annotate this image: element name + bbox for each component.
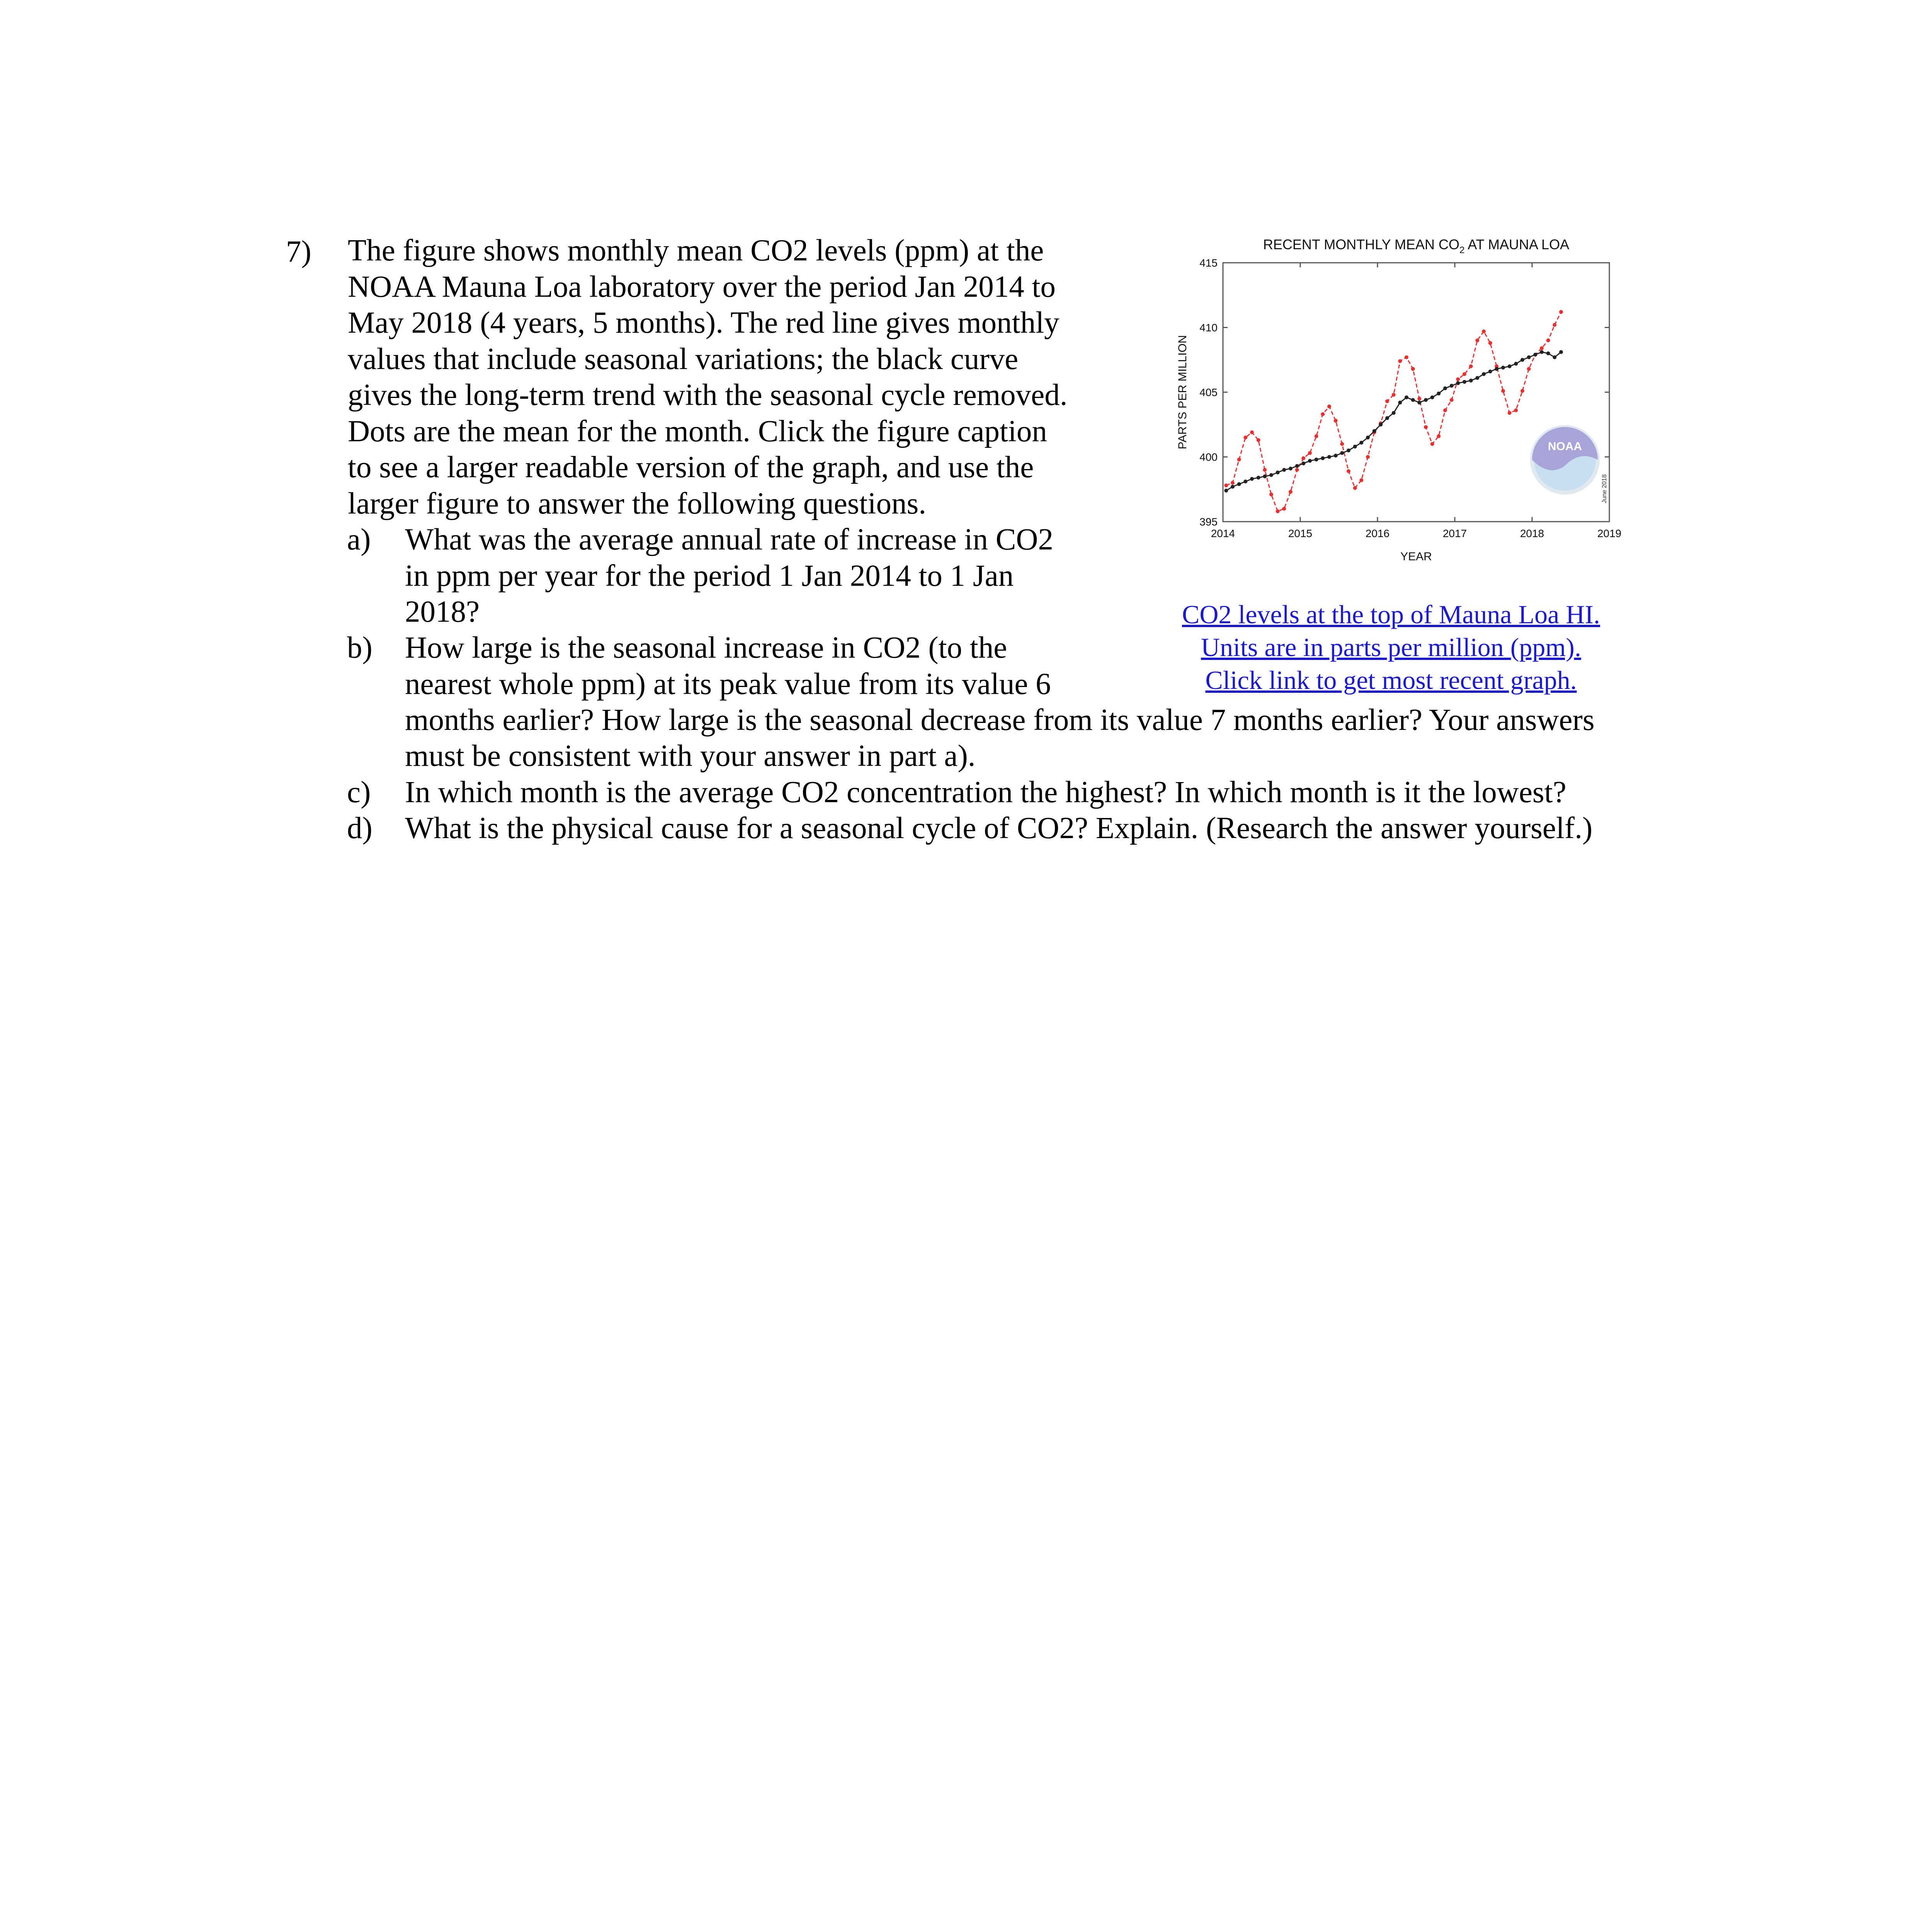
trend-point [1327,455,1331,459]
x-tick-label: 2017 [1442,527,1467,539]
y-tick-label: 410 [1199,321,1218,334]
monthly-point [1398,359,1402,363]
part-b-continuation-2: must be consistent with your answer in part a). [405,739,976,773]
trend-point [1366,435,1370,439]
part-a-line: What was the average annual rate of increase in CO2 [405,523,1053,556]
monthly-point [1405,355,1408,359]
monthly-point [1437,434,1440,438]
y-tick-label: 395 [1199,516,1218,528]
part-b-text [405,630,1051,702]
monthly-point [1250,430,1254,434]
monthly-point [1392,393,1396,397]
trend-point [1250,477,1254,481]
monthly-point [1353,486,1357,490]
trend-point [1372,429,1376,433]
trend-point [1411,398,1415,402]
trend-point [1559,350,1563,354]
monthly-point [1385,399,1389,403]
monthly-point [1520,389,1524,393]
trend-point [1520,358,1524,362]
trend-point [1501,366,1505,369]
monthly-point [1366,455,1370,459]
trend-point [1475,376,1479,380]
monthly-point [1269,493,1273,497]
trend-point [1315,457,1318,461]
trend-point [1321,456,1325,460]
part-b-line: nearest whole ppm) at its peak value from its value 6 [405,667,1051,701]
trend-point [1443,386,1447,390]
y-tick-label: 415 [1199,257,1218,269]
monthly-point [1340,442,1344,446]
trend-point [1276,471,1280,474]
x-tick-label: 2019 [1597,527,1622,539]
trend-point [1540,350,1544,354]
trend-point [1553,355,1556,359]
trend-point [1469,379,1473,383]
monthly-point [1488,341,1492,345]
monthly-point [1295,468,1299,472]
monthly-point [1243,435,1247,439]
monthly-point [1359,478,1363,482]
part-c-line: In which month is the average CO2 concentration the highest? In which month is it the lowest? [405,776,1566,809]
trend-point [1237,482,1241,486]
caption-line[interactable]: Click link to get most recent graph. [1205,665,1577,695]
trend-point [1392,411,1396,415]
intro-line: gives the long-term trend with the seasonal cycle removed. [348,378,1068,412]
trend-point [1231,485,1235,489]
trend-point [1456,381,1460,385]
trend-point [1488,369,1492,373]
trend-point [1527,355,1531,359]
noaa-logo-text: NOAA [1548,440,1582,453]
monthly-point [1347,469,1350,473]
y-tick-label: 400 [1199,451,1218,463]
monthly-point [1443,408,1447,412]
trend-point [1334,454,1338,457]
monthly-point [1501,389,1505,393]
monthly-point [1301,456,1305,460]
monthly-point [1411,367,1415,371]
monthly-point [1456,378,1460,381]
monthly-point [1430,442,1434,446]
intro-line: to see a larger readable version of the graph, and use the [348,451,1034,484]
noaa-logo-icon [1532,427,1598,493]
monthly-point [1463,372,1466,376]
trend-point [1437,391,1440,395]
trend-point [1546,352,1550,355]
co2-chart [1171,234,1634,582]
monthly-point [1321,412,1325,416]
trend-point [1405,395,1408,399]
trend-point [1308,459,1312,463]
date-stamp: June 2018 [1601,474,1608,503]
monthly-point [1282,507,1286,511]
monthly-point [1257,438,1260,442]
part-c-label: c) [347,776,371,809]
monthly-point [1417,397,1421,401]
monthly-point [1450,398,1454,402]
monthly-point [1308,451,1312,455]
question-number: 7) [286,235,311,269]
x-tick-label: 2014 [1211,527,1235,539]
trend-point [1257,476,1260,480]
trend-point [1482,372,1486,376]
figure-caption-link[interactable] [1144,598,1638,697]
monthly-point [1263,468,1267,472]
trend-point [1508,364,1512,368]
monthly-point [1514,408,1518,412]
intro-line: Dots are the mean for the month. Click the figure caption [348,414,1047,448]
trend-point [1379,423,1383,427]
trend-point [1417,401,1421,405]
part-a-line: in ppm per year for the period 1 Jan 2014 to 1 Jan [405,559,1014,593]
x-tick-label: 2016 [1365,527,1390,539]
trend-point [1289,467,1293,471]
caption-line[interactable]: Units are in parts per million (ppm). [1201,633,1581,662]
trend-point [1243,480,1247,483]
monthly-point [1482,330,1486,333]
part-a-text [405,522,1053,630]
intro-line: NOAA Mauna Loa laboratory over the period Jan 2014 to [348,270,1056,304]
trend-point [1385,416,1389,420]
chart-title: RECENT MONTHLY MEAN $CO_2$ AT MAUNA LOA [1263,236,1570,255]
part-a-label: a) [347,523,371,556]
x-axis-label: YEAR [1400,550,1432,563]
trend-point [1450,384,1454,388]
monthly-point [1475,338,1479,342]
trend-point [1359,441,1363,445]
y-tick-label: 405 [1199,386,1218,398]
monthly-point [1540,346,1544,350]
monthly-point [1546,338,1550,342]
co2-figure[interactable] [1171,234,1634,582]
monthly-point [1508,411,1512,415]
monthly-point [1224,483,1228,487]
trend-point [1430,395,1434,399]
monthly-point [1469,364,1473,368]
monthly-point [1334,419,1338,423]
trend-point [1340,451,1344,455]
trend-point [1398,401,1402,405]
monthly-point [1559,310,1563,314]
x-tick-label: 2018 [1520,527,1544,539]
part-d-label: d) [347,811,372,845]
x-tick-label: 2015 [1288,527,1313,539]
monthly-point [1231,481,1235,485]
trend-point [1514,362,1518,366]
intro-line: The figure shows monthly mean CO2 levels (ppm) at the [348,234,1044,267]
trend-point [1463,380,1466,384]
part-c-text [405,774,1566,811]
monthly-point [1527,367,1531,371]
trend-point [1301,461,1305,465]
monthly-point [1327,405,1331,408]
part-b-continuation-1: months earlier? How large is the seasonal decrease from its value 7 months earlier? Your answers [405,703,1595,737]
part-d-line: What is the physical cause for a seasonal cycle of CO2? Explain. (Research the answer yourself.) [405,811,1593,845]
intro-line: May 2018 (4 years, 5 months). The red line gives monthly [348,306,1060,340]
question-intro [348,233,1113,522]
trend-point [1295,464,1299,468]
trend-point [1347,449,1350,452]
trend-point [1269,473,1273,477]
trend-point [1282,468,1286,472]
trend-point [1424,398,1428,402]
caption-line[interactable]: CO2 levels at the top of Mauna Loa HI. [1182,600,1600,629]
intro-line: values that include seasonal variations; the black curve [348,342,1019,376]
part-d-text [405,810,1592,847]
part-b-label: b) [347,631,372,665]
trend-point [1533,353,1537,357]
monthly-point [1424,425,1428,429]
trend-point [1263,474,1267,478]
trend-point [1224,489,1228,493]
monthly-point [1553,323,1556,327]
monthly-point [1276,509,1280,513]
monthly-point [1289,490,1293,494]
monthly-point [1237,457,1241,461]
part-b-line: How large is the seasonal increase in CO2 (to the [405,631,1007,665]
monthly-point [1315,434,1318,438]
part-a-line: 2018? [405,595,480,629]
trend-point [1495,367,1498,371]
intro-line: larger figure to answer the following questions. [348,486,926,520]
y-axis-label: PARTS PER MILLION [1176,335,1189,449]
trend-point [1353,445,1357,449]
